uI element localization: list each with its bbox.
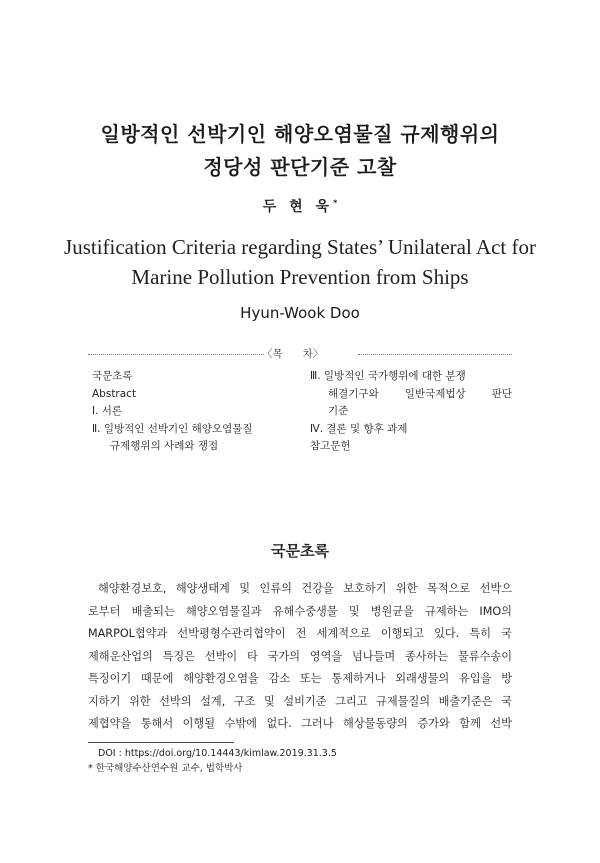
korean-title [0, 118, 600, 184]
korean-author-name: 두 현 욱 [262, 199, 334, 215]
toc-entry: Ⅲ. 일방적인 국가행위에 대한 분쟁 [310, 370, 466, 382]
abstract-body [88, 578, 512, 736]
toc-entry: 해결기구와 일반국제법상 판단 [328, 387, 512, 400]
abstract-line: 해양환경보호, 해양생태계 및 인류의 건강을 보호하기 위한 목적으로 선박으 [98, 582, 512, 595]
korean-title-line-2: 정당성 판단기준 고찰 [203, 155, 397, 179]
english-author: Hyun-Wook Doo [240, 304, 360, 322]
abstract-line: 로부터 배출되는 해양오염물질과 유해수중생물 및 병원균을 규제하는 IMO의 [88, 604, 512, 618]
abstract-line: MARPOL협약과 선박평형수관리협약이 전 세계적으로 이행되고 있다. 특히 국 [88, 627, 512, 640]
abstract-line: 제해운산업의 특징은 선박이 타 국가의 영역을 넘나들며 종사하는 물류수송이 [88, 649, 512, 663]
toc-entry: Ⅳ. 결론 및 향후 과제 [310, 422, 408, 435]
english-title [0, 232, 600, 292]
footnote-rule [88, 742, 234, 743]
abstract-line: 지하기 위한 선박의 설계, 구조 및 설비기준 그리고 규제물질의 배출기준은 국 [88, 694, 512, 708]
toc-entry: 참고문헌 [310, 440, 351, 452]
abstract-line: 특징이기 때문에 해양환경오염을 감소 또는 통제하거나 외래생물의 유입을 방 [88, 672, 512, 685]
footnotes [88, 746, 512, 776]
abstract-line: 제협약을 통해서 이행될 수밖에 없다. 그러나 해상물동량의 증가와 함께 선박 [88, 717, 512, 730]
affiliation-footnote: * 한국해양수산연수원 교수, 법학박사 [88, 763, 243, 774]
doi-footnote: DOI : https://doi.org/10.14443/kimlaw.2019.31.3.5 [98, 748, 337, 759]
english-title-line-2: Marine Pollution Prevention from Ships [131, 265, 469, 289]
toc-divider-left [88, 354, 264, 355]
toc-heading: 〈목 차〉 [262, 348, 324, 360]
toc-right-column [310, 368, 512, 456]
english-title-line-1: Justification Criteria regarding States’ Unilateral Act for [64, 235, 536, 259]
korean-author [0, 196, 600, 216]
author-footnote-mark: * [333, 198, 338, 208]
toc-entry: 기준 [328, 405, 349, 417]
table-of-contents [88, 346, 512, 468]
korean-title-line-1: 일방적인 선박기인 해양오염물질 규제행위의 [100, 122, 500, 146]
toc-entry: Ⅰ. 서론 [92, 405, 123, 417]
toc-left-column [92, 368, 292, 456]
toc-entry: 규제행위의 사례와 쟁점 [110, 440, 219, 452]
toc-divider-right [358, 354, 512, 355]
toc-entry: Abstract [92, 387, 137, 400]
toc-entry: Ⅱ. 일방적인 선박기인 해양오염물질 [92, 422, 253, 435]
toc-entry: 국문초록 [92, 370, 133, 382]
abstract-heading: 국문초록 [271, 542, 329, 560]
